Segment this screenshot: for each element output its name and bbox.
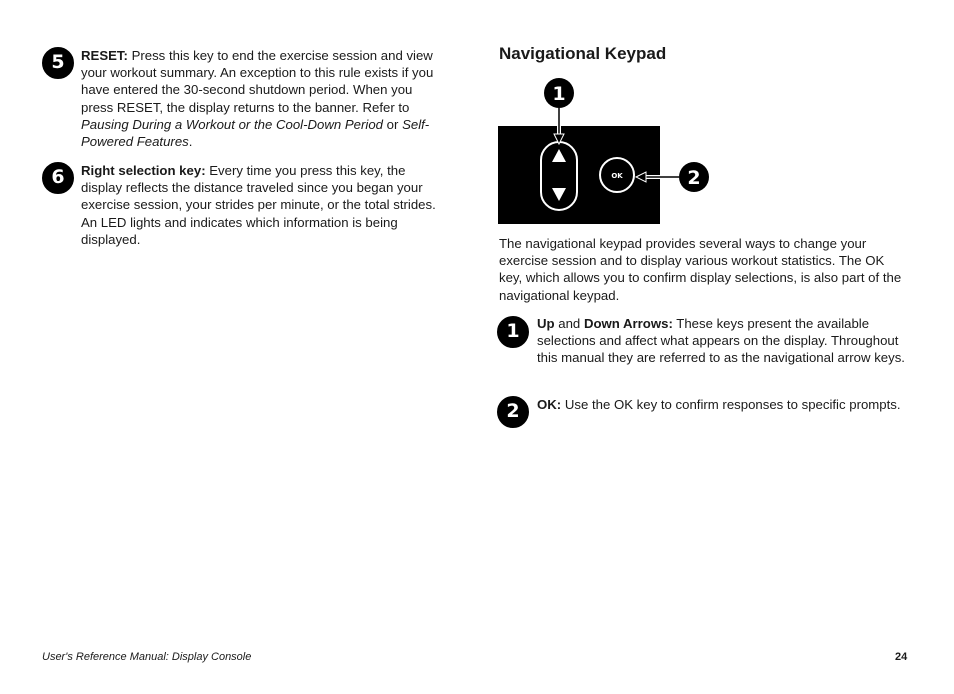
- ok-term: OK:: [537, 397, 562, 412]
- reset-key-description: RESET: Press this key to end the exercise session and view your workout summary. An exception to this rule exists if you have entered the 30-second shutdown period. When you press RESET, the display returns to the banner. Refer to Pausing During a Workout or the Cool-Down Period or Self-Powered Features.: [81, 48, 434, 150]
- right-selection-key-description: Right selection key: Every time you press this key, the display reflects the distance traveled since you began your exercise session, your strides per minute, or the total strides. An LED lights and indicates which information is being displayed.: [81, 163, 436, 247]
- keypad-figure: [496, 76, 716, 228]
- arrow-keys-description: Up and Down Arrows: These keys present the available selections and affect what appears on the display. Throughout this manual they are referred to as the navigational arrow keys.: [537, 316, 905, 366]
- right-selection-key-term: Right selection key:: [81, 163, 206, 178]
- cross-reference: Pausing During a Workout or the Cool-Down Period: [81, 116, 383, 132]
- up-term: Up: [537, 316, 555, 331]
- figure-callout-1-label: 1: [552, 83, 566, 105]
- ok-key-label: OK: [611, 172, 623, 180]
- figure-callout-2-label: 2: [687, 167, 701, 189]
- section-heading: Navigational Keypad: [499, 44, 667, 63]
- ok-key-description: OK: Use the OK key to confirm responses to specific prompts.: [537, 397, 901, 412]
- page-number: 24: [895, 651, 908, 663]
- callout-badge-6: 6: [42, 162, 74, 194]
- callout-badge-5: 5: [42, 47, 74, 79]
- cross-reference: Self-Powered Features: [81, 116, 430, 150]
- keypad-intro: The navigational keypad provides several ways to change your exercise session and to display various workout statistics. The OK key, which allows you to confirm display selections, is also part of the navigational keypad.: [499, 236, 902, 303]
- reset-key-term: RESET:: [81, 48, 128, 63]
- callout-badge-2: 2: [497, 396, 529, 428]
- keypad-panel: [498, 126, 660, 224]
- down-arrows-term: Down Arrows:: [583, 316, 673, 331]
- footer-manual-title: User's Reference Manual: Display Console: [42, 651, 252, 663]
- callout-badge-1: 1: [497, 316, 529, 348]
